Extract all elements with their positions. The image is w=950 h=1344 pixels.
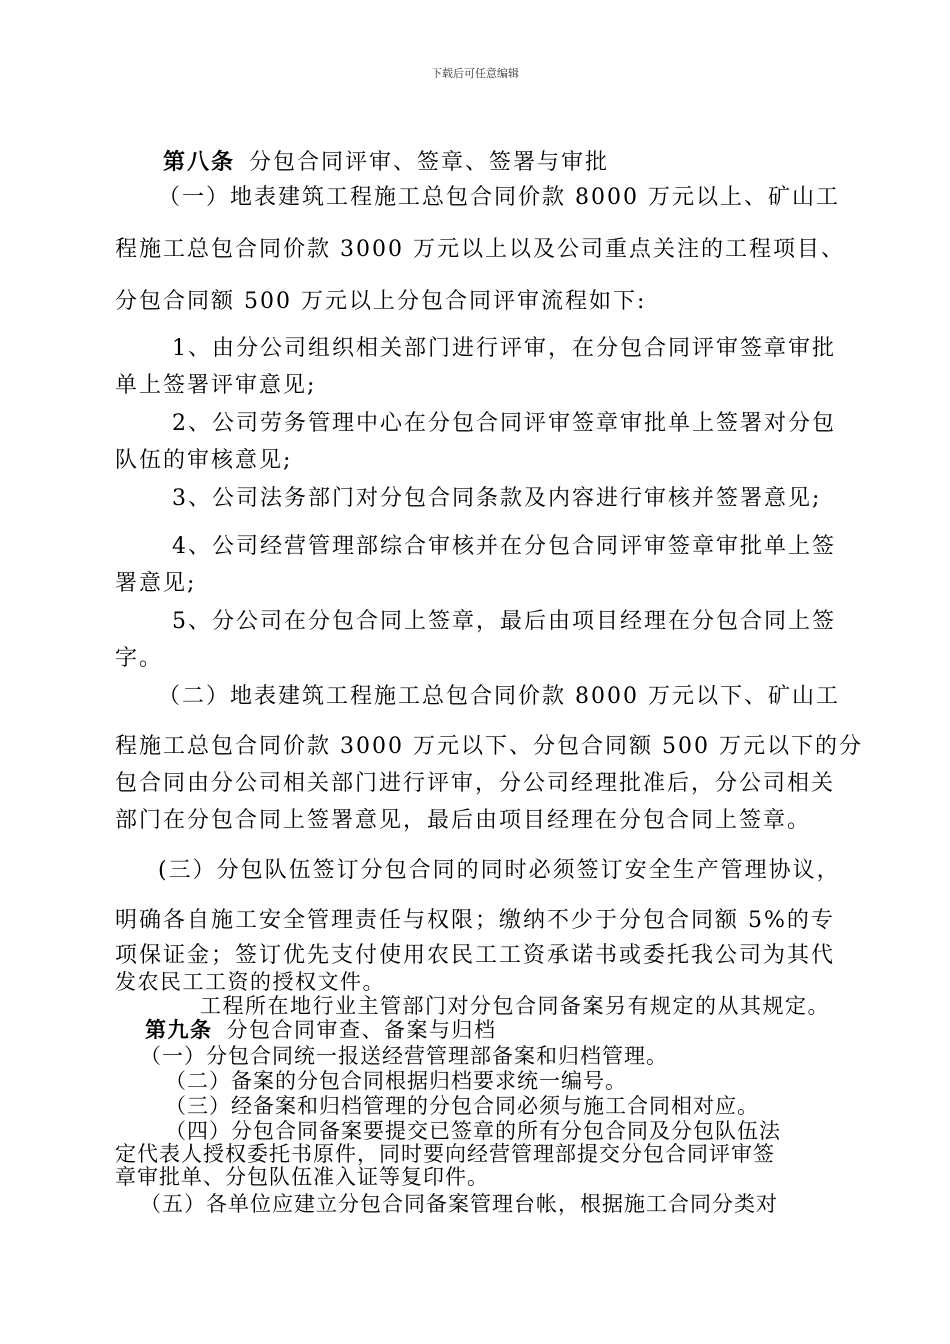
article8-item4-line2: 署意见; <box>115 571 197 596</box>
article9-heading <box>145 1018 497 1042</box>
article9-s4-line1: （四）分包合同备案要提交已签章的所有分包合同及分包队伍法 <box>165 1119 781 1143</box>
article8-item2-line1: 2、公司劳务管理中心在分包合同评审签章审批单上签署对分包 <box>172 411 836 436</box>
article8-item1-line2: 单上签署评审意见; <box>115 373 317 398</box>
article8-p2-line2: 程施工总包合同价款 3000 万元以下、分包合同额 500 万元以下的分 <box>115 734 863 759</box>
article8-item2-line2: 队伍的审核意见; <box>115 448 293 473</box>
article9-title: 分包合同审查、备案与归档 <box>226 1018 497 1042</box>
article8-title: 分包合同评审、签章、签署与审批 <box>249 150 610 175</box>
page-header: 下载后可任意编辑 <box>431 67 519 80</box>
article8-p3-line4: 发农民工工资的授权文件。 <box>115 970 385 994</box>
article8-p3-line1: (三）分包队伍签订分包合同的同时必须签订安全生产管理协议， <box>158 858 841 883</box>
article8-item5-line1: 5、分公司在分包合同上签章，最后由项目经理在分包合同上签 <box>172 609 836 634</box>
article8-p3-line2: 明确各自施工安全管理责任与权限；缴纳不少于分包合同额 5%的专 <box>115 908 835 933</box>
article8-p3-line3: 项保证金；签订优先支付使用农民工工资承诺书或委托我公司为其代 <box>115 943 836 968</box>
article8-p1-line2: 程施工总包合同价款 3000 万元以上以及公司重点关注的工程项目、 <box>115 237 845 262</box>
article9-s3: （三）经备案和归档管理的分包合同必须与施工合同相对应。 <box>165 1094 759 1118</box>
article8-p2-line1: （二）地表建筑工程施工总包合同价款 8000 万元以下、矿山工 <box>158 684 840 709</box>
article8-p2-line3: 包合同由分公司相关部门进行评审，分公司经理批准后，分公司相关 <box>115 771 836 796</box>
article8-p1-line1: （一）地表建筑工程施工总包合同价款 8000 万元以上、矿山工 <box>158 185 840 210</box>
article9-s2: （二）备案的分包合同根据归档要求统一编号。 <box>165 1069 627 1093</box>
article8-heading <box>163 148 609 177</box>
article9-s4-line2: 定代表人授权委托书原件，同时要向经营管理部提交分包合同评审签 <box>115 1142 775 1166</box>
article9-label: 第九条 <box>145 1017 213 1042</box>
article8-p2-line4: 部门在分包合同上签署意见，最后由项目经理在分包合同上签章。 <box>115 808 812 833</box>
article8-item4-line1: 4、公司经营管理部综合审核并在分包合同评审签章审批单上签 <box>172 534 836 559</box>
article9-s5-line1: （五）各单位应建立分包合同备案管理台帐，根据施工合同分类对 <box>140 1192 778 1216</box>
article8-p4-line1: 工程所在地行业主管部门对分包合同备案另有规定的从其规定。 <box>200 994 830 1018</box>
article9-s4-line3: 章审批单、分包队伍准入证等复印件。 <box>115 1165 489 1189</box>
article9-s1: （一）分包合同统一报送经营管理部备案和归档管理。 <box>140 1044 668 1068</box>
article8-p1-line3: 分包合同额 500 万元以上分包合同评审流程如下: <box>115 289 647 314</box>
article8-item3-line1: 3、公司法务部门对分包合同条款及内容进行审核并签署意见; <box>172 486 822 511</box>
article8-item5-line2: 字。 <box>115 646 164 671</box>
article8-item1-line1: 1、由分公司组织相关部门进行评审，在分包合同评审签章审批 <box>172 336 836 361</box>
article8-label: 第八条 <box>163 149 236 175</box>
